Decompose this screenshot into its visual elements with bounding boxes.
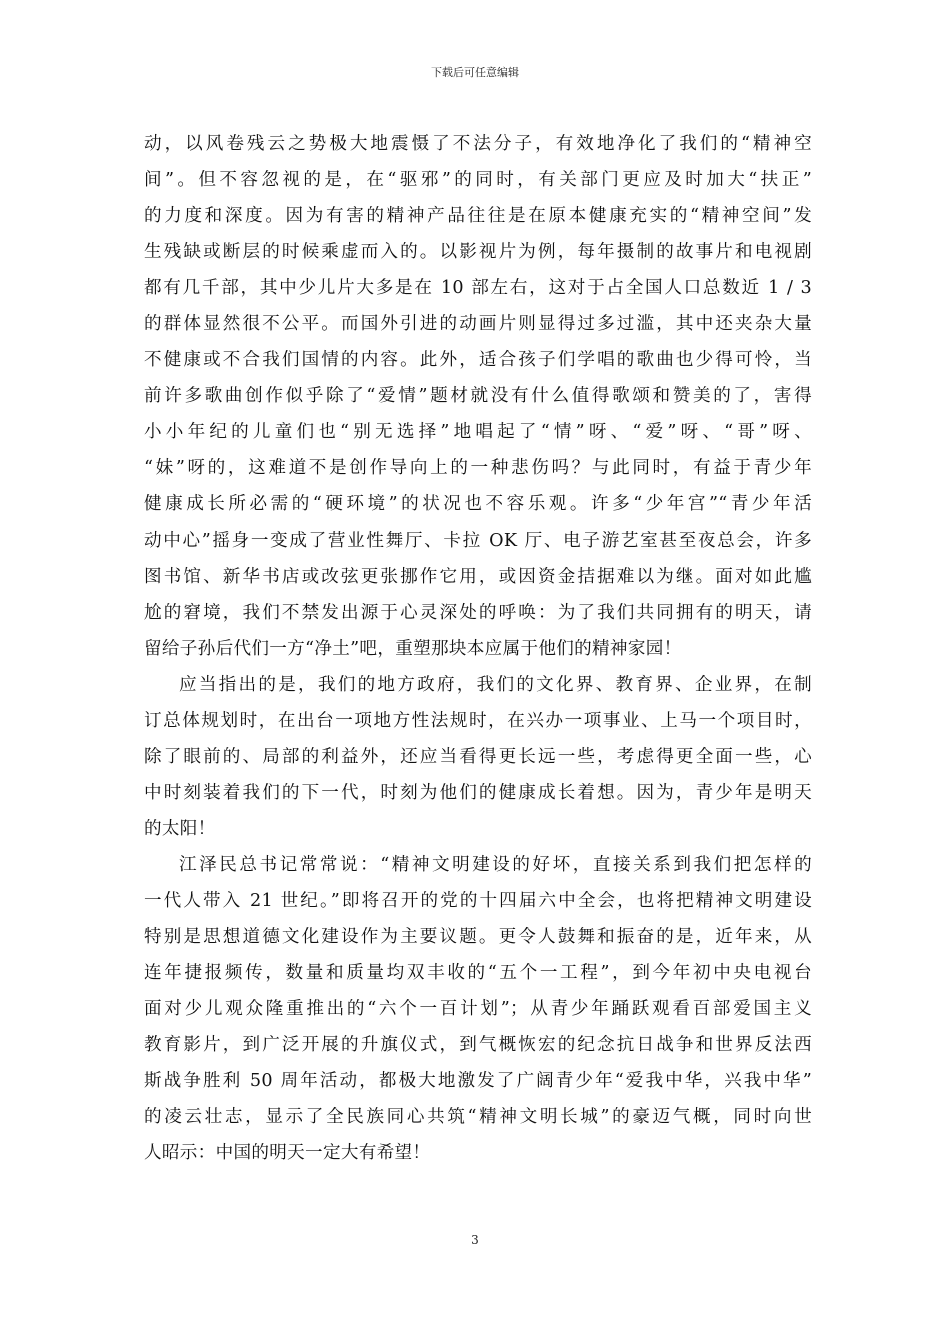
text-line: 动中心”摇身一变成了营业性舞厅、卡拉 OK 厅、电子游艺室甚至夜总会，许多 xyxy=(144,530,812,551)
text-line: 的凌云壮志，显示了全民族同心共筑“精神文明长城”的豪迈气概，同时向世 xyxy=(144,1107,812,1128)
text-line: 图书馆、新华书店或改弦更张挪作它用，或因资金拮据难以为继。面对如此尴 xyxy=(144,566,812,587)
text-line: 人昭示：中国的明天一定大有希望！ xyxy=(144,1143,431,1164)
text-line: 订总体规划时，在出台一项地方性法规时，在兴办一项事业、上马一个项目时， xyxy=(144,710,812,731)
text-line: 江泽民总书记常常说：“精神文明建设的好坏，直接关系到我们把怎样的 xyxy=(179,854,812,875)
paragraph-1 xyxy=(144,126,812,667)
text-line: 前许多歌曲创作似乎除了“爱情”题材就没有什么值得歌颂和赞美的了，害得 xyxy=(144,386,812,407)
text-line: 的群体显然很不公平。而国外引进的动画片则显得过多过滥，其中还夹杂大量 xyxy=(144,314,812,335)
document-body xyxy=(144,126,812,1171)
text-line: 特别是思想道德文化建设作为主要议题。更令人鼓舞和振奋的是，近年来，从 xyxy=(144,927,812,948)
text-line: 健康成长所必需的“硬环境”的状况也不容乐观。许多“少年宫”“青少年活 xyxy=(144,494,812,515)
text-line: 动，以风卷残云之势极大地震慑了不法分子，有效地净化了我们的“精神空 xyxy=(144,134,812,154)
text-line: “妹”呀的，这难道不是创作导向上的一种悲伤吗？与此同时，有益于青少年 xyxy=(144,458,812,479)
text-line: 的太阳！ xyxy=(144,818,216,839)
text-line: 面对少儿观众隆重推出的“六个一百计划”；从青少年踊跃观看百部爱国主义 xyxy=(144,999,812,1020)
text-line: 尬的窘境，我们不禁发出源于心灵深处的呼唤：为了我们共同拥有的明天，请 xyxy=(144,602,812,623)
paragraph-2 xyxy=(144,667,812,847)
text-line: 连年捷报频传，数量和质量均双丰收的“五个一工程”，到今年初中央电视台 xyxy=(144,963,812,984)
text-line: 都有几千部，其中少儿片大多是在 10 部左右，这对于占全国人口总数近 1 / 3 xyxy=(144,278,812,299)
page-header: 下载后可任意编辑 xyxy=(431,66,519,79)
text-line: 教育影片，到广泛开展的升旗仪式，到气概恢宏的纪念抗日战争和世界反法西 xyxy=(144,1035,812,1056)
text-line: 斯战争胜利 50 周年活动，都极大地激发了广阔青少年“爱我中华，兴我中华” xyxy=(144,1071,812,1092)
text-line: 一代人带入 21 世纪。”即将召开的党的十四届六中全会，也将把精神文明建设 xyxy=(144,890,812,911)
text-line: 间”。但不容忽视的是，在“驱邪”的同时，有关部门更应及时加大“扶正” xyxy=(144,170,812,191)
text-line: 留给子孙后代们一方“净土”吧，重塑那块本应属于他们的精神家园！ xyxy=(144,638,682,659)
text-line: 应当指出的是，我们的地方政府，我们的文化界、教育界、企业界，在制 xyxy=(179,674,812,695)
text-line: 生残缺或断层的时候乘虚而入的。以影视片为例，每年摄制的故事片和电视剧 xyxy=(144,242,812,263)
page-number: 3 xyxy=(471,1233,479,1247)
text-line: 除了眼前的、局部的利益外，还应当看得更长远一些，考虑得更全面一些，心 xyxy=(144,746,812,767)
text-line: 小小年纪的儿童们也“别无选择”地唱起了“情”呀、“爱”呀、“哥”呀、 xyxy=(144,422,812,443)
text-line: 中时刻装着我们的下一代，时刻为他们的健康成长着想。因为，青少年是明天 xyxy=(144,782,812,803)
paragraph-3 xyxy=(144,847,812,1171)
text-line: 不健康或不合我们国情的内容。此外，适合孩子们学唱的歌曲也少得可怜，当 xyxy=(144,350,812,371)
text-line: 的力度和深度。因为有害的精神产品往往是在原本健康充实的“精神空间”发 xyxy=(144,206,812,227)
